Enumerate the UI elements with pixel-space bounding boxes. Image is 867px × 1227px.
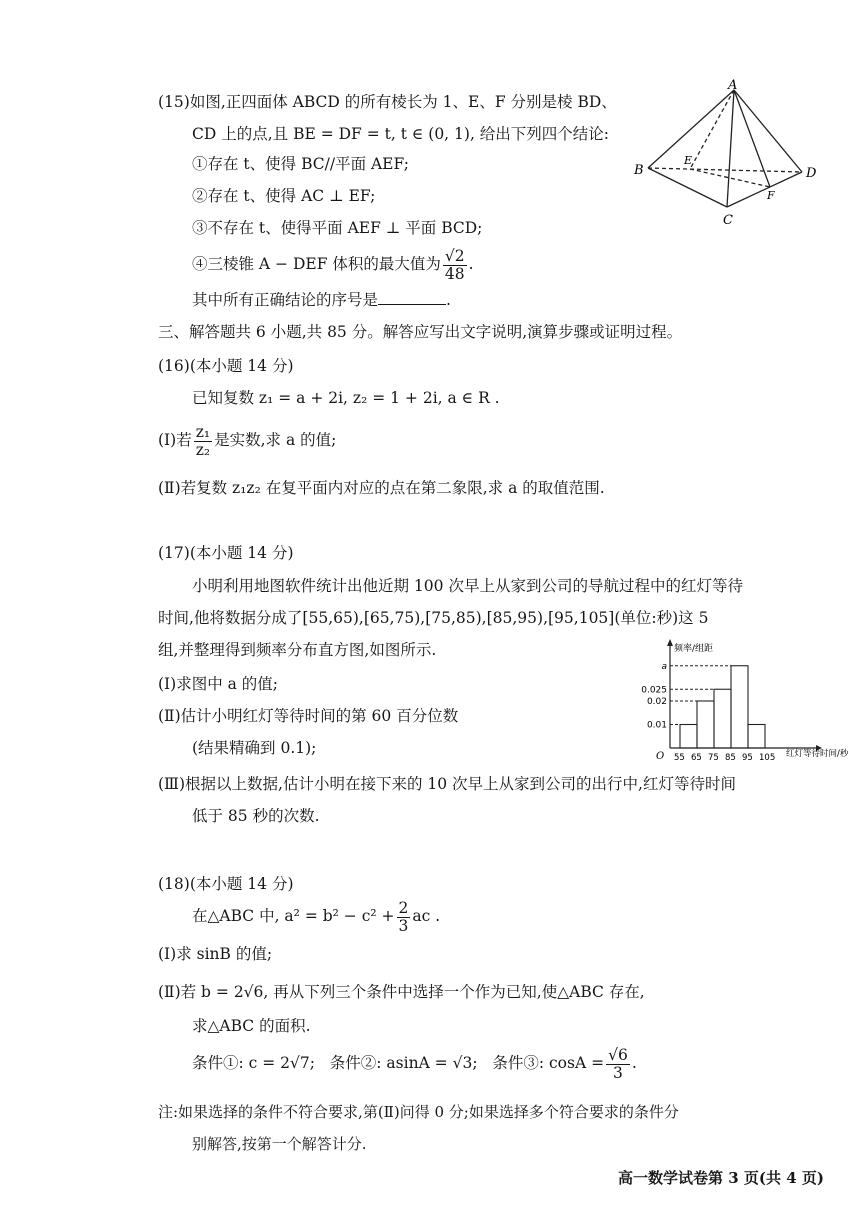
x-tick-label: 65 [691, 753, 702, 763]
label-E: E [684, 154, 693, 167]
edge-AC [727, 90, 734, 207]
q15-ask [192, 290, 451, 310]
edge-AF [734, 90, 770, 187]
edge-EF [690, 169, 770, 187]
q17-part2: (Ⅱ)估计小明红灯等待时间的第 60 百分位数 [158, 707, 459, 725]
x-axis-label: 红灯等待时间/秒 [786, 749, 849, 759]
q18-part1: (Ⅰ)求 sinB 的值; [158, 945, 273, 963]
q18-note-line2: 别解答,按第一个解答计分. [192, 1135, 367, 1153]
label-A: A [728, 78, 738, 93]
q16-given: 已知复数 z₁ = a + 2i, z₂ = 1 + 2i, a ∈ R . [192, 389, 500, 407]
x-tick-label: 105 [759, 753, 776, 763]
q18-condition-3-den: 3 [613, 1063, 623, 1082]
q15-conclusion-4 [192, 246, 474, 283]
y-tick-label: 0.01 [646, 720, 667, 731]
q16-fraction-num: z₁ [195, 422, 211, 441]
y-axis-arrow [667, 639, 673, 646]
q15-stem-line1: (15)如图,正四面体 ABCD 的所有棱长为 1、E、F 分别是棱 BD、 [158, 93, 617, 111]
q15-conclusion-2: ②存在 t、使得 AC ⊥ EF; [192, 187, 376, 205]
y-tick-label: 0.02 [646, 697, 667, 707]
q18-heading: (18)(本小题 14 分) [158, 875, 294, 893]
q16-part1-pre: (Ⅰ)若 [158, 431, 192, 449]
q17-part2-note: (结果精确到 0.1); [192, 739, 317, 757]
label-D: D [806, 166, 817, 181]
q18-condition-3-pre: 条件③: cosA = [492, 1054, 605, 1072]
q17-part1: (Ⅰ)求图中 a 的值; [158, 675, 279, 693]
q15-ask-text: 其中所有正确结论的序号是 [192, 291, 379, 309]
histogram-bar [714, 689, 731, 748]
q16-fraction-den: z₂ [195, 440, 211, 459]
edge-CD [727, 172, 802, 207]
y-axis-label: 频率/组距 [674, 644, 714, 654]
label-B: B [634, 163, 644, 178]
tetrahedron-figure [630, 80, 830, 230]
q18-given-post: ac . [412, 907, 441, 925]
q16-part2: (Ⅱ)若复数 z₁z₂ 在复平面内对应的点在第二象限,求 a 的取值范围. [158, 479, 605, 497]
frequency-histogram [632, 638, 849, 766]
q18-condition-3-fraction [606, 1047, 630, 1082]
q18-given-num: 2 [398, 898, 409, 917]
q15-conclusion-1: ①存在 t、使得 BC//平面 AEF; [192, 155, 409, 173]
q18-note-line1: 注:如果选择的条件不符合要求,第(Ⅱ)问得 0 分;如果选择多个符合要求的条件分 [158, 1103, 679, 1121]
q17-para-1: 小明利用地图软件统计出他近期 100 次早上从家到公司的导航过程中的红灯等待 [192, 577, 743, 595]
histogram-bar [731, 666, 748, 748]
q15-answer-blank [378, 290, 446, 305]
q17-part3-line2: 低于 85 秒的次数. [192, 807, 320, 825]
q16-heading: (16)(本小题 14 分) [158, 357, 294, 375]
q15-stem-line2: CD 上的点,且 BE = DF = t, t ∈ (0, 1), 给出下列四个结论: [192, 125, 610, 143]
y-tick-label: a [661, 661, 667, 672]
q16-part1-post: 是实数,求 a 的值; [214, 431, 337, 449]
q15-c4-end: . [468, 255, 474, 273]
y-tick-label: 0.025 [641, 685, 667, 696]
x-tick-label: 75 [708, 753, 719, 763]
q15-c4-numerator: √2 [444, 246, 465, 265]
section-3-heading: 三、解答题共 6 小题,共 85 分。解答应写出文字说明,演算步骤或证明过程。 [158, 323, 683, 341]
q15-ask-end: . [446, 291, 451, 309]
label-C: C [723, 213, 733, 228]
q18-condition-2: 条件②: asinA = √3; [329, 1054, 478, 1072]
q18-condition-3-post: . [631, 1054, 637, 1072]
q17-para-3: 组,并整理得到频率分布直方图,如图所示. [158, 641, 437, 659]
x-tick-label: 95 [742, 753, 753, 763]
q16-fraction [194, 424, 212, 459]
histogram-bar [748, 725, 765, 749]
x-tick-label: 55 [674, 753, 685, 763]
q18-condition-3-num: √6 [608, 1045, 628, 1064]
q18-given-pre: 在△ABC 中, a² = b² − c² + [192, 907, 395, 925]
q18-part2-line2: 求△ABC 的面积. [192, 1017, 311, 1035]
edge-AE [690, 90, 734, 169]
label-F: F [767, 189, 775, 202]
q17-para-2: 时间,他将数据分成了[55,65),[65,75),[75,85),[85,95),[95,105](单位:秒)这 5 [158, 609, 709, 627]
histogram-bar [697, 701, 714, 748]
origin-label: O [656, 751, 665, 762]
edge-BC [648, 168, 727, 207]
q15-c4-fraction [443, 248, 467, 283]
edge-BD-hidden [648, 168, 802, 172]
q18-part2-line1: (Ⅱ)若 b = 2√6, 再从下列三个条件中选择一个作为已知,使△ABC 存在, [158, 983, 645, 1001]
q18-conditions [192, 1044, 637, 1082]
q15-c4-text: ④三棱锥 A − DEF 体积的最大值为 [192, 255, 441, 273]
q18-given-fraction [397, 900, 411, 935]
histogram-bar [680, 725, 697, 749]
q16-part1 [158, 422, 336, 459]
edge-AD [734, 90, 802, 172]
page-footer: 高一数学试卷第 3 页(共 4 页) [618, 1169, 824, 1187]
q18-given-den: 3 [398, 916, 409, 935]
q15-c4-denominator: 48 [444, 264, 465, 283]
q18-given [192, 898, 440, 935]
q17-part3-line1: (Ⅲ)根据以上数据,估计小明在接下来的 10 次早上从家到公司的出行中,红灯等待时间 [158, 775, 736, 793]
q17-heading: (17)(本小题 14 分) [158, 544, 294, 562]
x-tick-label: 85 [725, 753, 736, 763]
q18-condition-1: 条件①: c = 2√7; [192, 1054, 315, 1072]
q15-conclusion-3: ③不存在 t、使得平面 AEF ⊥ 平面 BCD; [192, 219, 483, 237]
